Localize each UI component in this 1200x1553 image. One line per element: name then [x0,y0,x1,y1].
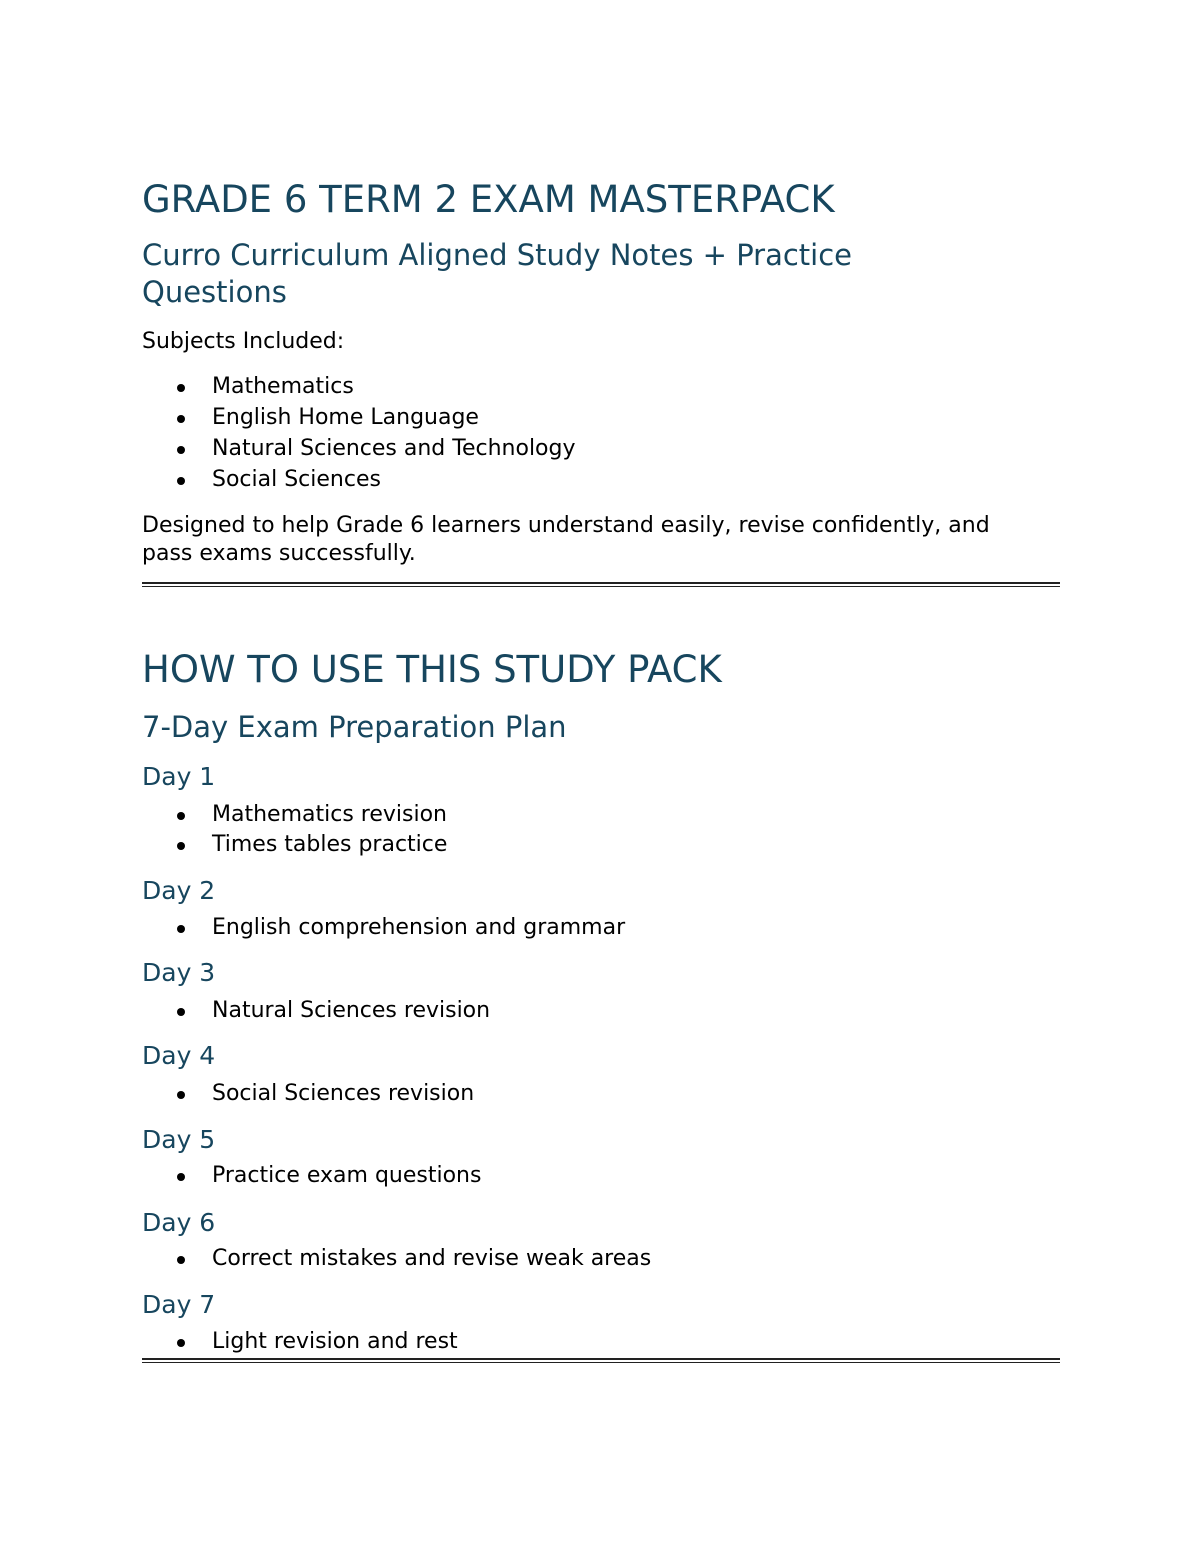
description-line-2: pass exams successfully. [142,541,416,566]
bullet-icon [177,1173,185,1181]
document-title: GRADE 6 TERM 2 EXAM MASTERPACK [142,178,835,221]
plan-item-label: Correct mistakes and revise weak areas [212,1246,652,1271]
bullet-icon [177,1256,185,1264]
day-heading: Day 2 [142,876,216,905]
day-heading: Day 4 [142,1041,216,1070]
day-heading: Day 6 [142,1208,216,1237]
plan-item-label: Light revision and rest [212,1329,458,1354]
section-divider [142,1358,1060,1363]
description-line-1: Designed to help Grade 6 learners understand easily, revise confidently, and [142,513,990,538]
plan-item-label: Mathematics revision [212,802,447,827]
day-heading: Day 1 [142,762,216,791]
bullet-icon [177,477,185,485]
day-heading: Day 7 [142,1290,216,1319]
document-subtitle-line-1: Curro Curriculum Aligned Study Notes + Practice [142,238,853,272]
bullet-icon [177,1091,185,1099]
plan-item-label: English comprehension and grammar [212,915,626,940]
day-heading: Day 5 [142,1125,216,1154]
bullet-icon [177,1008,185,1016]
bullet-icon [177,842,185,850]
plan-item-label: Social Sciences revision [212,1081,475,1106]
subjects-label: Subjects Included: [142,329,345,354]
subject-label: English Home Language [212,405,479,430]
document-subtitle-line-2: Questions [142,275,287,309]
bullet-icon [177,812,185,820]
plan-item-label: Natural Sciences revision [212,998,491,1023]
subject-label: Mathematics [212,374,354,399]
plan-heading: 7-Day Exam Preparation Plan [142,710,567,744]
plan-item-label: Practice exam questions [212,1163,482,1188]
how-to-heading: HOW TO USE THIS STUDY PACK [142,648,722,691]
bullet-icon [177,925,185,933]
bullet-icon [177,415,185,423]
plan-item-label: Times tables practice [212,832,448,857]
subject-label: Social Sciences [212,467,381,492]
bullet-icon [177,1339,185,1347]
day-heading: Day 3 [142,958,216,987]
bullet-icon [177,446,185,454]
subject-label: Natural Sciences and Technology [212,436,576,461]
section-divider [142,582,1060,587]
bullet-icon [177,384,185,392]
